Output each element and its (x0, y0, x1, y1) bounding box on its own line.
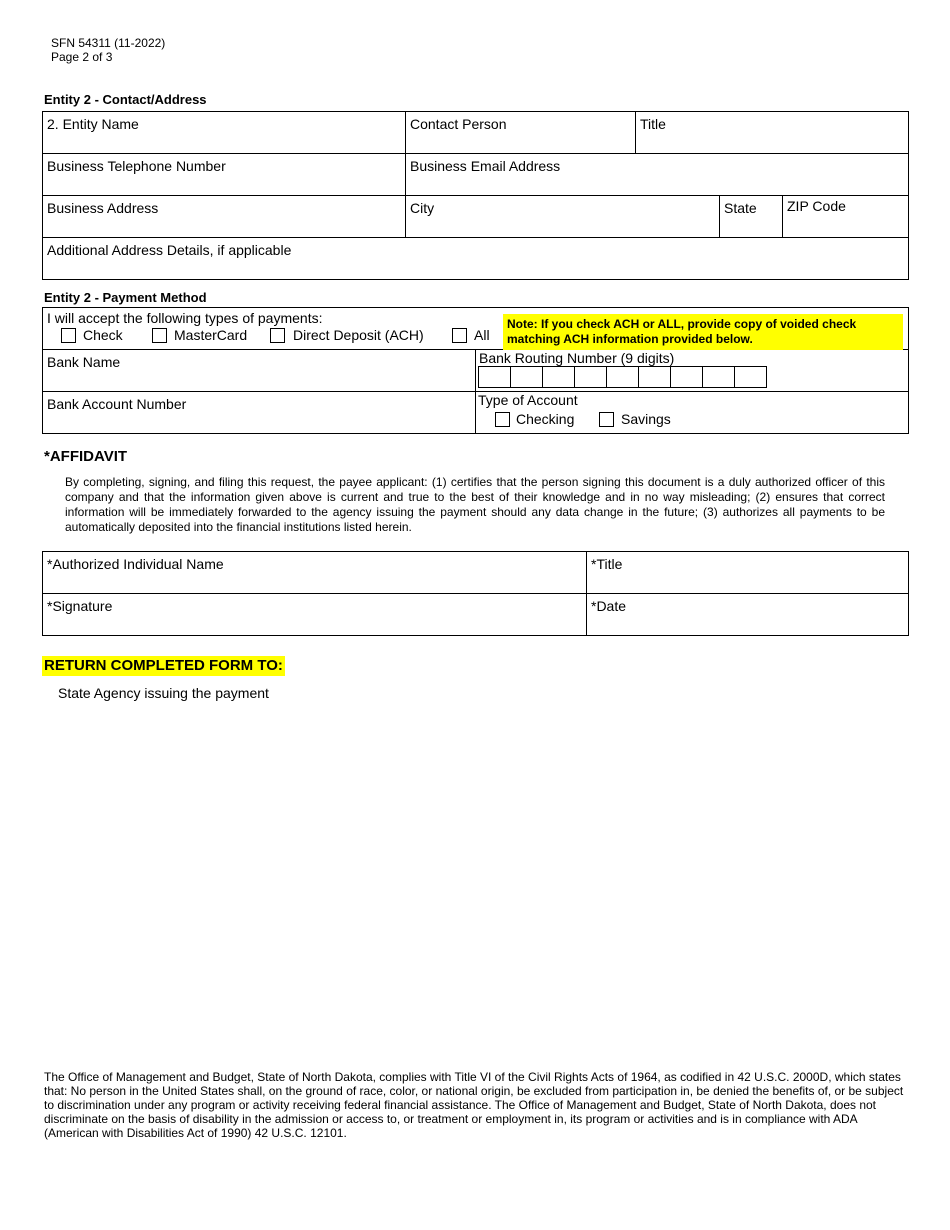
contact-section-title: Entity 2 - Contact/Address (44, 92, 207, 107)
authorized-title-field[interactable] (587, 552, 908, 593)
bank-name-label: Bank Name (47, 354, 121, 370)
business-address-field[interactable] (43, 196, 405, 237)
account-number-label: Bank Account Number (47, 396, 187, 412)
form-header (51, 36, 165, 64)
business-phone-label: Business Telephone Number (47, 158, 226, 174)
bank-name-field[interactable] (43, 350, 475, 391)
contact-person-label: Contact Person (410, 116, 507, 132)
ach-note: Note: If you check ACH or ALL, provide copy of voided check matching ACH information provided below. (503, 314, 903, 350)
business-address-label: Business Address (47, 200, 159, 216)
mastercard-label: MasterCard (174, 327, 248, 343)
additional-address-field[interactable] (43, 238, 908, 279)
affidavit-title: *AFFIDAVIT (44, 448, 128, 465)
zip-label: ZIP Code (787, 198, 846, 214)
routing-digit-6[interactable] (638, 366, 671, 388)
civil-rights-footer: The Office of Management and Budget, State of North Dakota, complies with Title VI of the Civil Rights Acts of 1964, as codified in 42 U.S.C. 2000D, which states that: No person in the United States shall, on the ground of race, color, or national origin, be excluded from participation in, be denied the benefits of, or be subject to discrimination under any program or activity receiving federal financial assistance. The Office of Management and Budget, State of North Dakota, does not discriminate on the basis of disability in the admission or access to, or treatment or employment in, its program or activities and is in compliance with ADA (American with Disabilities Act of 1990) 42 U.S.C. 12101. (44, 1070, 904, 1140)
city-field[interactable] (406, 196, 719, 237)
signature-field[interactable] (43, 594, 586, 635)
check-checkbox[interactable] (61, 328, 76, 343)
routing-digit-9[interactable] (734, 366, 767, 388)
checking-label: Checking (516, 411, 575, 427)
mastercard-checkbox[interactable] (152, 328, 167, 343)
routing-number-label: Bank Routing Number (9 digits) (479, 350, 675, 366)
form-number: SFN 54311 (11-2022) (51, 36, 166, 50)
contact-address-table (42, 111, 909, 280)
routing-digit-2[interactable] (510, 366, 543, 388)
accept-payments-label: I will accept the following types of payments: (47, 310, 323, 326)
routing-digit-3[interactable] (542, 366, 575, 388)
routing-digit-4[interactable] (574, 366, 607, 388)
authorized-title-label: *Title (591, 556, 623, 572)
ach-label: Direct Deposit (ACH) (293, 327, 424, 343)
contact-person-field[interactable] (406, 112, 635, 153)
title-field[interactable] (636, 112, 908, 153)
affidavit-text: By completing, signing, and filing this request, the payee applicant: (1) certifies that the person signing this document is a duly authorized officer of this company and that the information given above is current and true to the best of their knowledge and in no way misleading; (2) ensures that correct information will be immediately forwarded to the agency issuing the payment should any data change in the future; (3) authorizes all payments to be automatically deposited into the financial institutions listed herein. (65, 475, 885, 534)
additional-address-label: Additional Address Details, if applicable (47, 242, 292, 258)
page-number: Page 2 of 3 (51, 50, 113, 64)
routing-digit-8[interactable] (702, 366, 735, 388)
title-label: Title (640, 116, 666, 132)
savings-label: Savings (621, 411, 671, 427)
signature-label: *Signature (47, 598, 113, 614)
return-title: RETURN COMPLETED FORM TO: (44, 657, 283, 674)
authorized-name-field[interactable] (43, 552, 586, 593)
state-field[interactable] (720, 196, 782, 237)
account-number-field[interactable] (43, 392, 475, 433)
return-value: State Agency issuing the payment (58, 685, 269, 701)
payment-section-title: Entity 2 - Payment Method (44, 290, 207, 305)
business-email-field[interactable] (406, 154, 908, 195)
date-field[interactable] (587, 594, 908, 635)
routing-digit-7[interactable] (670, 366, 703, 388)
authorized-name-label: *Authorized Individual Name (47, 556, 224, 572)
zip-field[interactable] (783, 194, 908, 235)
checking-checkbox[interactable] (495, 412, 510, 427)
ach-checkbox[interactable] (270, 328, 285, 343)
savings-checkbox[interactable] (599, 412, 614, 427)
entity-name-label: 2. Entity Name (47, 116, 139, 132)
all-label: All (474, 327, 490, 343)
payment-method-table (42, 307, 909, 434)
entity-name-field[interactable] (43, 112, 405, 153)
routing-number-boxes (478, 366, 768, 389)
date-label: *Date (591, 598, 627, 614)
routing-digit-5[interactable] (606, 366, 639, 388)
affidavit-signature-table (42, 551, 909, 636)
city-label: City (410, 200, 435, 216)
business-email-label: Business Email Address (410, 158, 561, 174)
check-label: Check (83, 327, 123, 343)
state-label: State (724, 200, 757, 216)
account-type-label: Type of Account (478, 392, 578, 408)
business-phone-field[interactable] (43, 154, 405, 195)
routing-digit-1[interactable] (478, 366, 511, 388)
all-checkbox[interactable] (452, 328, 467, 343)
